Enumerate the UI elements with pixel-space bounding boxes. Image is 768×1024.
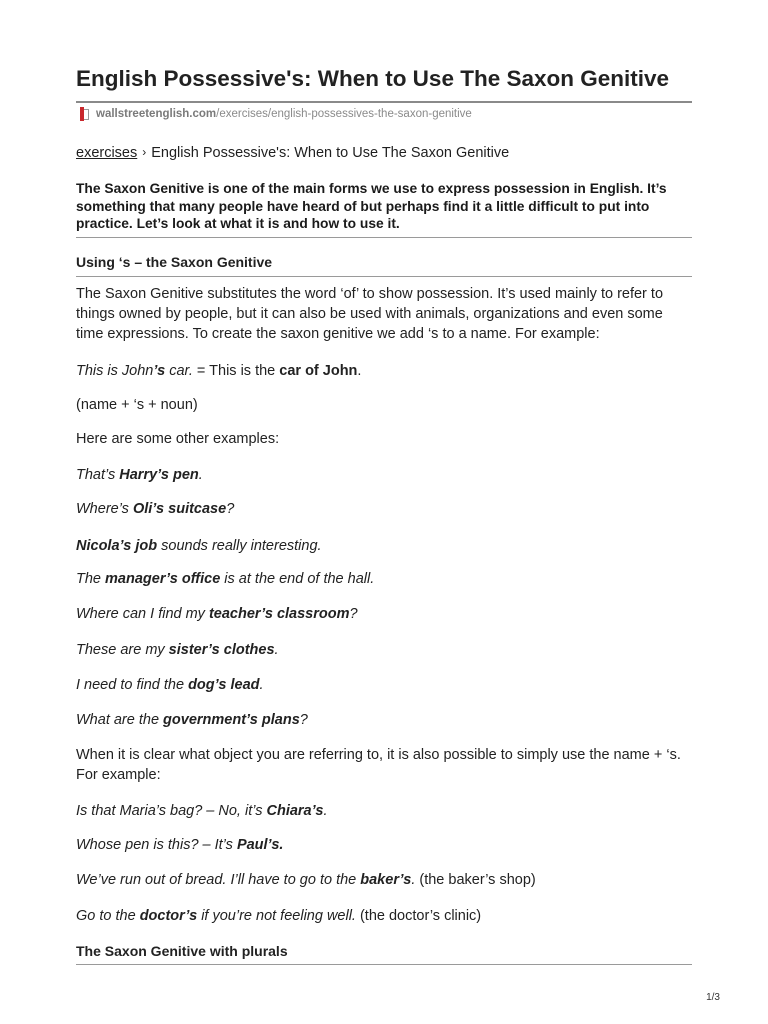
section-heading-using-s: Using ‘s – the Saxon Genitive	[76, 254, 273, 270]
example-part: car.	[165, 363, 193, 379]
example-item: Go to the doctor’s if you’re not feeling well. (the doctor’s clinic)	[76, 908, 482, 924]
example-item: What are the government’s plans?	[76, 712, 308, 728]
example-item: Nicola’s job sounds really interesting.	[76, 538, 322, 554]
example-item: We’ve run out of bread. I’ll have to go to the baker’s. (the baker’s shop)	[76, 872, 536, 888]
page-title: English Possessive's: When to Use The Saxon Genitive	[76, 66, 670, 91]
example-item: Is that Maria’s bag? – No, it’s Chiara’s.	[76, 803, 328, 819]
intro-paragraph: The Saxon Genitive is one of the main forms we use to express possession in English. It’s something that many people have heard of but perhaps find it a little difficult to put into practice. Let’s look at what it is and how to use it.	[76, 181, 667, 231]
section-divider	[76, 276, 692, 277]
example-part: This is John	[76, 363, 154, 379]
chevron-right-icon: ›	[142, 145, 147, 159]
example-item: The manager’s office is at the end of the hall.	[76, 571, 375, 587]
example-item: Where’s Oli’s suitcase?	[76, 501, 235, 517]
example-part: = This is the	[192, 363, 280, 379]
example-item: These are my sister’s clothes.	[76, 642, 279, 658]
example-item: Whose pen is this? – It’s Paul’s.	[76, 837, 284, 853]
breadcrumb-link-exercises[interactable]: exercises	[76, 145, 138, 161]
example-part: .	[357, 363, 362, 379]
intro-divider	[76, 237, 692, 238]
section-divider	[76, 964, 692, 965]
example-item: I need to find the dog’s lead.	[76, 677, 264, 693]
example-item: That’s Harry’s pen.	[76, 467, 203, 483]
example-item: Where can I find my teacher’s classroom?	[76, 606, 358, 622]
breadcrumb-current: English Possessive's: When to Use The Saxon Genitive	[151, 145, 510, 161]
source-domain: wallstreetenglish.com	[96, 108, 217, 120]
pdf-source-icon	[80, 107, 89, 121]
page-number: 1/3	[706, 992, 720, 1003]
body-paragraph: The Saxon Genitive substitutes the word ‘of’ to show possession. It’s used mainly to refer to things owned by people, but it can also be used with animals, organizations and even some time expressions. To create the saxon genitive we add ‘s to a name. For example:	[76, 286, 664, 342]
formula: (name + ‘s + noun)	[76, 397, 198, 413]
body-paragraph-2: When it is clear what object you are referring to, it is also possible to simply use the name + ‘s. For example:	[76, 747, 681, 783]
examples-lead: Here are some other examples:	[76, 431, 280, 447]
source-url[interactable]	[80, 107, 472, 121]
example-part: ’s	[153, 363, 166, 379]
example-part: car of John	[279, 363, 358, 379]
example-sentence	[76, 361, 694, 381]
source-path: /exercises/english-possessives-the-saxon-genitive	[216, 108, 472, 120]
section-heading-plurals: The Saxon Genitive with plurals	[76, 943, 288, 959]
breadcrumb	[76, 145, 509, 161]
title-divider	[76, 101, 692, 103]
